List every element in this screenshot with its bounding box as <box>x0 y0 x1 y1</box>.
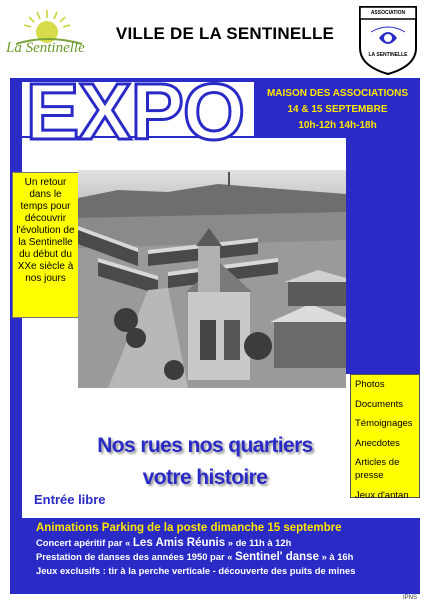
expo-info <box>255 86 420 134</box>
logo-text: La Sentinelle <box>6 40 85 56</box>
expo-dates: 14 & 15 SEPTEMBRE <box>287 104 388 115</box>
dance-suffix: » à 16h <box>318 551 354 562</box>
tagline-line-1: Nos rues nos quartiers <box>97 434 313 457</box>
right-border-bar <box>346 138 420 374</box>
ipns-credit: IPNS <box>403 595 418 601</box>
association-crest <box>357 4 419 76</box>
tagline <box>60 430 350 494</box>
dance-group-name: Sentinel' danse <box>235 551 319 563</box>
town-title: VILLE DE LA SENTINELLE <box>115 24 335 43</box>
topic-item: Anecdotes <box>355 437 400 449</box>
expo-hours: 10h-12h 14h-18h <box>298 120 377 131</box>
animations-band <box>10 518 420 594</box>
topics-box <box>350 374 420 501</box>
expo-heading: EXPO <box>25 67 245 156</box>
city-logo <box>2 6 94 62</box>
tagline-line-2: votre histoire <box>142 466 268 489</box>
topic-item: Jeux d'antan <box>355 489 409 501</box>
topic-item: Témoignages <box>355 418 413 430</box>
crest-top-text: ASSOCIATION <box>370 10 406 16</box>
animations-title: Animations Parking de la poste dimanche 15 septembre <box>36 522 342 534</box>
dance-prefix: Prestation de danses des années 1950 par « <box>36 551 236 562</box>
historical-town-photo <box>78 170 346 388</box>
concert-group-name: Les Amis Réunis <box>132 537 226 549</box>
expo-venue: MAISON DES ASSOCIATIONS <box>266 88 409 99</box>
concert-prefix: Concert apéritif par « <box>36 537 133 548</box>
topic-item: Photos <box>355 379 385 390</box>
dance-line <box>36 550 420 564</box>
topic-item: Articles de presse <box>355 457 400 481</box>
free-entry-label: Entrée libre <box>34 492 106 507</box>
concert-line <box>36 536 420 550</box>
intro-box: Un retour dans le temps pour découvrir l'évolution de la Sentinelle du début du XXe siècle à nos jours <box>12 172 79 318</box>
games-line: Jeux exclusifs : tir à la perche verticale - découverte des puits de mines <box>36 565 356 576</box>
topic-item: Documents <box>355 398 404 410</box>
concert-suffix: » de 11h à 12h <box>225 537 292 548</box>
crest-bottom-text: LA SENTINELLE <box>368 52 408 58</box>
